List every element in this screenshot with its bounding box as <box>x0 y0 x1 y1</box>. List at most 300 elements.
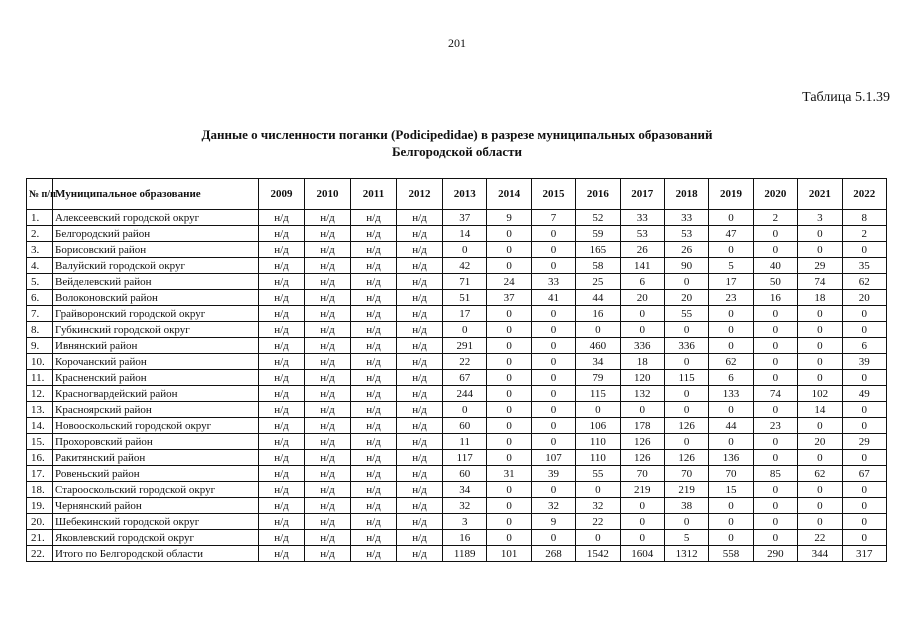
table-row <box>27 354 887 370</box>
count-cell: н/д <box>259 418 305 434</box>
count-cell: 107 <box>531 450 575 466</box>
count-cell: 0 <box>753 338 797 354</box>
document-title <box>0 126 914 160</box>
count-cell: 0 <box>487 482 531 498</box>
count-cell: 0 <box>620 514 664 530</box>
municipality-name-cell: Красногвардейский район <box>53 386 259 402</box>
count-cell: 0 <box>576 322 620 338</box>
count-cell: 0 <box>487 530 531 546</box>
population-table <box>26 178 887 562</box>
municipality-name-cell: Борисовский район <box>53 242 259 258</box>
count-cell: 0 <box>753 514 797 530</box>
count-cell: 0 <box>842 530 886 546</box>
count-cell: 39 <box>842 354 886 370</box>
count-cell: 0 <box>487 418 531 434</box>
count-cell: 14 <box>443 226 487 242</box>
document-title-line-1: Данные о численности поганки (Podicipedidae) в разрезе муниципальных образований <box>201 127 713 142</box>
count-cell: н/д <box>259 258 305 274</box>
count-cell: 126 <box>664 450 708 466</box>
count-cell: н/д <box>351 530 397 546</box>
count-cell: н/д <box>305 306 351 322</box>
count-cell: н/д <box>351 402 397 418</box>
row-number-cell: 15. <box>27 434 53 450</box>
count-cell: н/д <box>259 530 305 546</box>
count-cell: 0 <box>620 322 664 338</box>
count-cell: 0 <box>531 434 575 450</box>
municipality-name-cell: Вейделевский район <box>53 274 259 290</box>
count-cell: 101 <box>487 546 531 562</box>
count-cell: н/д <box>259 210 305 226</box>
municipality-name-cell: Губкинский городской округ <box>53 322 259 338</box>
count-cell: 67 <box>443 370 487 386</box>
count-cell: 20 <box>798 434 842 450</box>
count-cell: 34 <box>443 482 487 498</box>
count-cell: 0 <box>531 258 575 274</box>
count-cell: н/д <box>259 242 305 258</box>
count-cell: н/д <box>351 242 397 258</box>
count-cell: 0 <box>487 370 531 386</box>
count-cell: н/д <box>397 498 443 514</box>
count-cell: 0 <box>664 434 708 450</box>
table-row <box>27 498 887 514</box>
municipality-name-cell: Красненский район <box>53 370 259 386</box>
count-cell: 20 <box>620 290 664 306</box>
count-cell: н/д <box>397 402 443 418</box>
column-header-year: 2017 <box>620 179 664 210</box>
row-number-cell: 5. <box>27 274 53 290</box>
count-cell: 18 <box>798 290 842 306</box>
count-cell: 0 <box>709 402 753 418</box>
count-cell: 60 <box>443 466 487 482</box>
count-cell: 0 <box>753 322 797 338</box>
count-cell: н/д <box>397 258 443 274</box>
table-row <box>27 466 887 482</box>
table-row <box>27 514 887 530</box>
count-cell: н/д <box>351 226 397 242</box>
municipality-name-cell: Волоконовский район <box>53 290 259 306</box>
count-cell: 0 <box>531 354 575 370</box>
count-cell: 5 <box>664 530 708 546</box>
count-cell: 62 <box>709 354 753 370</box>
count-cell: н/д <box>305 258 351 274</box>
count-cell: 0 <box>487 322 531 338</box>
count-cell: 0 <box>443 402 487 418</box>
count-cell: 558 <box>709 546 753 562</box>
count-cell: н/д <box>397 274 443 290</box>
count-cell: 16 <box>443 530 487 546</box>
count-cell: 133 <box>709 386 753 402</box>
count-cell: 0 <box>443 242 487 258</box>
count-cell: 53 <box>620 226 664 242</box>
count-cell: 2 <box>842 226 886 242</box>
count-cell: 0 <box>842 418 886 434</box>
municipality-name-cell: Белгородский район <box>53 226 259 242</box>
count-cell: н/д <box>305 290 351 306</box>
column-header-year: 2009 <box>259 179 305 210</box>
count-cell: 22 <box>443 354 487 370</box>
column-header-year: 2015 <box>531 179 575 210</box>
row-number-cell: 11. <box>27 370 53 386</box>
count-cell: 115 <box>576 386 620 402</box>
count-cell: 291 <box>443 338 487 354</box>
count-cell: 0 <box>842 482 886 498</box>
column-header-year: 2016 <box>576 179 620 210</box>
count-cell: 14 <box>798 402 842 418</box>
count-cell: н/д <box>397 306 443 322</box>
count-cell: 59 <box>576 226 620 242</box>
count-cell: 0 <box>709 434 753 450</box>
table-row <box>27 450 887 466</box>
count-cell: н/д <box>305 322 351 338</box>
count-cell: 23 <box>753 418 797 434</box>
count-cell: 0 <box>531 482 575 498</box>
count-cell: 0 <box>753 242 797 258</box>
count-cell: н/д <box>305 338 351 354</box>
count-cell: н/д <box>397 434 443 450</box>
count-cell: н/д <box>351 450 397 466</box>
count-cell: 1312 <box>664 546 708 562</box>
row-number-cell: 21. <box>27 530 53 546</box>
count-cell: 0 <box>842 242 886 258</box>
count-cell: н/д <box>305 402 351 418</box>
count-cell: 51 <box>443 290 487 306</box>
table-row <box>27 210 887 226</box>
count-cell: 0 <box>487 242 531 258</box>
count-cell: 60 <box>443 418 487 434</box>
count-cell: 22 <box>798 530 842 546</box>
count-cell: 42 <box>443 258 487 274</box>
row-number-cell: 18. <box>27 482 53 498</box>
municipality-name-cell: Старооскольский городской округ <box>53 482 259 498</box>
count-cell: н/д <box>305 354 351 370</box>
row-number-cell: 12. <box>27 386 53 402</box>
count-cell: 0 <box>620 402 664 418</box>
table-row <box>27 274 887 290</box>
count-cell: 0 <box>753 450 797 466</box>
count-cell: 6 <box>709 370 753 386</box>
count-cell: н/д <box>397 450 443 466</box>
table-row <box>27 338 887 354</box>
row-number-cell: 10. <box>27 354 53 370</box>
municipality-name-cell: Чернянский район <box>53 498 259 514</box>
count-cell: н/д <box>259 546 305 562</box>
municipality-name-cell: Новооскольский городской округ <box>53 418 259 434</box>
count-cell: н/д <box>259 306 305 322</box>
count-cell: 0 <box>487 338 531 354</box>
count-cell: 0 <box>798 226 842 242</box>
count-cell: н/д <box>259 514 305 530</box>
count-cell: н/д <box>259 226 305 242</box>
row-number-cell: 1. <box>27 210 53 226</box>
count-cell: 67 <box>842 466 886 482</box>
count-cell: 115 <box>664 370 708 386</box>
count-cell: 0 <box>798 354 842 370</box>
count-cell: 0 <box>531 226 575 242</box>
count-cell: 165 <box>576 242 620 258</box>
count-cell: н/д <box>351 434 397 450</box>
column-header-year: 2012 <box>397 179 443 210</box>
count-cell: 23 <box>709 290 753 306</box>
count-cell: 55 <box>576 466 620 482</box>
row-number-cell: 8. <box>27 322 53 338</box>
municipality-name-cell: Ракитянский район <box>53 450 259 466</box>
table-caption: Таблица 5.1.39 <box>802 90 890 105</box>
column-header-year: 2014 <box>487 179 531 210</box>
table-row <box>27 418 887 434</box>
table-row <box>27 530 887 546</box>
count-cell: 0 <box>620 498 664 514</box>
count-cell: 0 <box>753 530 797 546</box>
count-cell: 178 <box>620 418 664 434</box>
table-row <box>27 482 887 498</box>
count-cell: 141 <box>620 258 664 274</box>
municipality-name-cell: Корочанский район <box>53 354 259 370</box>
count-cell: 126 <box>620 434 664 450</box>
count-cell: 70 <box>620 466 664 482</box>
count-cell: 9 <box>487 210 531 226</box>
count-cell: н/д <box>397 370 443 386</box>
count-cell: 120 <box>620 370 664 386</box>
count-cell: н/д <box>351 482 397 498</box>
count-cell: н/д <box>397 482 443 498</box>
count-cell: 6 <box>620 274 664 290</box>
count-cell: 49 <box>842 386 886 402</box>
count-cell: н/д <box>259 290 305 306</box>
count-cell: 290 <box>753 546 797 562</box>
count-cell: 0 <box>487 402 531 418</box>
count-cell: 32 <box>531 498 575 514</box>
count-cell: 0 <box>487 354 531 370</box>
row-number-cell: 4. <box>27 258 53 274</box>
column-header-year: 2021 <box>798 179 842 210</box>
count-cell: 0 <box>576 402 620 418</box>
count-cell: 0 <box>709 242 753 258</box>
count-cell: 136 <box>709 450 753 466</box>
count-cell: н/д <box>259 482 305 498</box>
row-number-cell: 17. <box>27 466 53 482</box>
count-cell: 219 <box>664 482 708 498</box>
count-cell: н/д <box>259 434 305 450</box>
count-cell: н/д <box>259 386 305 402</box>
municipality-name-cell: Грайворонский городской округ <box>53 306 259 322</box>
count-cell: 0 <box>531 370 575 386</box>
count-cell: 0 <box>487 434 531 450</box>
count-cell: 0 <box>709 210 753 226</box>
count-cell: 0 <box>620 530 664 546</box>
count-cell: 0 <box>709 338 753 354</box>
count-cell: 5 <box>709 258 753 274</box>
count-cell: н/д <box>259 274 305 290</box>
count-cell: 0 <box>842 370 886 386</box>
count-cell: 58 <box>576 258 620 274</box>
table-row <box>27 226 887 242</box>
count-cell: 17 <box>709 274 753 290</box>
count-cell: н/д <box>305 226 351 242</box>
count-cell: 0 <box>531 338 575 354</box>
count-cell: 62 <box>798 466 842 482</box>
count-cell: 0 <box>709 322 753 338</box>
count-cell: н/д <box>351 338 397 354</box>
count-cell: 26 <box>664 242 708 258</box>
count-cell: н/д <box>397 354 443 370</box>
column-header-year: 2020 <box>753 179 797 210</box>
row-number-cell: 20. <box>27 514 53 530</box>
table-row <box>27 290 887 306</box>
count-cell: н/д <box>351 290 397 306</box>
count-cell: 0 <box>842 402 886 418</box>
count-cell: 26 <box>620 242 664 258</box>
count-cell: 0 <box>487 450 531 466</box>
count-cell: 336 <box>620 338 664 354</box>
count-cell: н/д <box>351 258 397 274</box>
count-cell: 0 <box>798 498 842 514</box>
count-cell: н/д <box>351 274 397 290</box>
count-cell: н/д <box>305 418 351 434</box>
count-cell: 0 <box>842 450 886 466</box>
count-cell: 7 <box>531 210 575 226</box>
count-cell: н/д <box>397 466 443 482</box>
count-cell: н/д <box>397 514 443 530</box>
count-cell: 2 <box>753 210 797 226</box>
count-cell: 117 <box>443 450 487 466</box>
count-cell: н/д <box>397 338 443 354</box>
count-cell: 3 <box>798 210 842 226</box>
column-header-year: 2019 <box>709 179 753 210</box>
count-cell: 106 <box>576 418 620 434</box>
row-number-cell: 6. <box>27 290 53 306</box>
count-cell: 0 <box>487 498 531 514</box>
row-number-cell: 7. <box>27 306 53 322</box>
count-cell: 16 <box>753 290 797 306</box>
count-cell: 126 <box>664 418 708 434</box>
count-cell: н/д <box>397 242 443 258</box>
count-cell: н/д <box>259 402 305 418</box>
count-cell: н/д <box>351 386 397 402</box>
count-cell: н/д <box>305 274 351 290</box>
column-header-year: 2018 <box>664 179 708 210</box>
count-cell: 1189 <box>443 546 487 562</box>
count-cell: 41 <box>531 290 575 306</box>
count-cell: н/д <box>305 466 351 482</box>
count-cell: 55 <box>664 306 708 322</box>
count-cell: 18 <box>620 354 664 370</box>
count-cell: 0 <box>842 322 886 338</box>
count-cell: 344 <box>798 546 842 562</box>
count-cell: н/д <box>397 290 443 306</box>
table-row <box>27 434 887 450</box>
table-row <box>27 258 887 274</box>
count-cell: н/д <box>397 546 443 562</box>
count-cell: 0 <box>753 434 797 450</box>
count-cell: 53 <box>664 226 708 242</box>
count-cell: 0 <box>753 354 797 370</box>
count-cell: н/д <box>397 418 443 434</box>
count-cell: н/д <box>351 498 397 514</box>
count-cell: 47 <box>709 226 753 242</box>
count-cell: н/д <box>259 498 305 514</box>
count-cell: н/д <box>397 386 443 402</box>
count-cell: 0 <box>664 274 708 290</box>
count-cell: н/д <box>305 530 351 546</box>
row-number-cell: 2. <box>27 226 53 242</box>
count-cell: 39 <box>531 466 575 482</box>
column-header-municipality: Муниципальное образование <box>53 179 259 210</box>
count-cell: н/д <box>351 322 397 338</box>
count-cell: 0 <box>531 402 575 418</box>
count-cell: н/д <box>305 546 351 562</box>
count-cell: 50 <box>753 274 797 290</box>
municipality-name-cell: Прохоровский район <box>53 434 259 450</box>
count-cell: 16 <box>576 306 620 322</box>
row-number-cell: 13. <box>27 402 53 418</box>
count-cell: 3 <box>443 514 487 530</box>
count-cell: н/д <box>351 546 397 562</box>
count-cell: 70 <box>664 466 708 482</box>
count-cell: 0 <box>753 370 797 386</box>
count-cell: 460 <box>576 338 620 354</box>
count-cell: 9 <box>531 514 575 530</box>
count-cell: 24 <box>487 274 531 290</box>
count-cell: 40 <box>753 258 797 274</box>
document-title-line-2: Белгородской области <box>391 144 523 159</box>
count-cell: 35 <box>842 258 886 274</box>
count-cell: 0 <box>842 514 886 530</box>
count-cell: 20 <box>664 290 708 306</box>
count-cell: 0 <box>798 482 842 498</box>
count-cell: н/д <box>351 466 397 482</box>
count-cell: 0 <box>798 370 842 386</box>
count-cell: 0 <box>709 306 753 322</box>
count-cell: 33 <box>531 274 575 290</box>
row-number-cell: 3. <box>27 242 53 258</box>
table-row <box>27 402 887 418</box>
count-cell: 74 <box>753 386 797 402</box>
count-cell: 52 <box>576 210 620 226</box>
count-cell: 0 <box>487 514 531 530</box>
count-cell: н/д <box>305 482 351 498</box>
count-cell: н/д <box>397 322 443 338</box>
count-cell: 0 <box>576 482 620 498</box>
count-cell: 15 <box>709 482 753 498</box>
municipality-name-cell: Ивнянский район <box>53 338 259 354</box>
count-cell: 0 <box>709 530 753 546</box>
table-row <box>27 242 887 258</box>
count-cell: н/д <box>305 242 351 258</box>
count-cell: 0 <box>487 226 531 242</box>
count-cell: н/д <box>305 386 351 402</box>
count-cell: н/д <box>397 210 443 226</box>
column-header-number: № п/п <box>27 179 53 210</box>
row-number-cell: 19. <box>27 498 53 514</box>
count-cell: 32 <box>576 498 620 514</box>
count-cell: 219 <box>620 482 664 498</box>
count-cell: 0 <box>709 514 753 530</box>
count-cell: 0 <box>709 498 753 514</box>
count-cell: 0 <box>664 514 708 530</box>
count-cell: н/д <box>397 226 443 242</box>
count-cell: 110 <box>576 434 620 450</box>
count-cell: 90 <box>664 258 708 274</box>
count-cell: 31 <box>487 466 531 482</box>
count-cell: 25 <box>576 274 620 290</box>
table-row <box>27 306 887 322</box>
count-cell: 44 <box>709 418 753 434</box>
count-cell: 6 <box>842 338 886 354</box>
count-cell: 336 <box>664 338 708 354</box>
count-cell: 0 <box>531 242 575 258</box>
count-cell: н/д <box>259 370 305 386</box>
count-cell: н/д <box>259 338 305 354</box>
